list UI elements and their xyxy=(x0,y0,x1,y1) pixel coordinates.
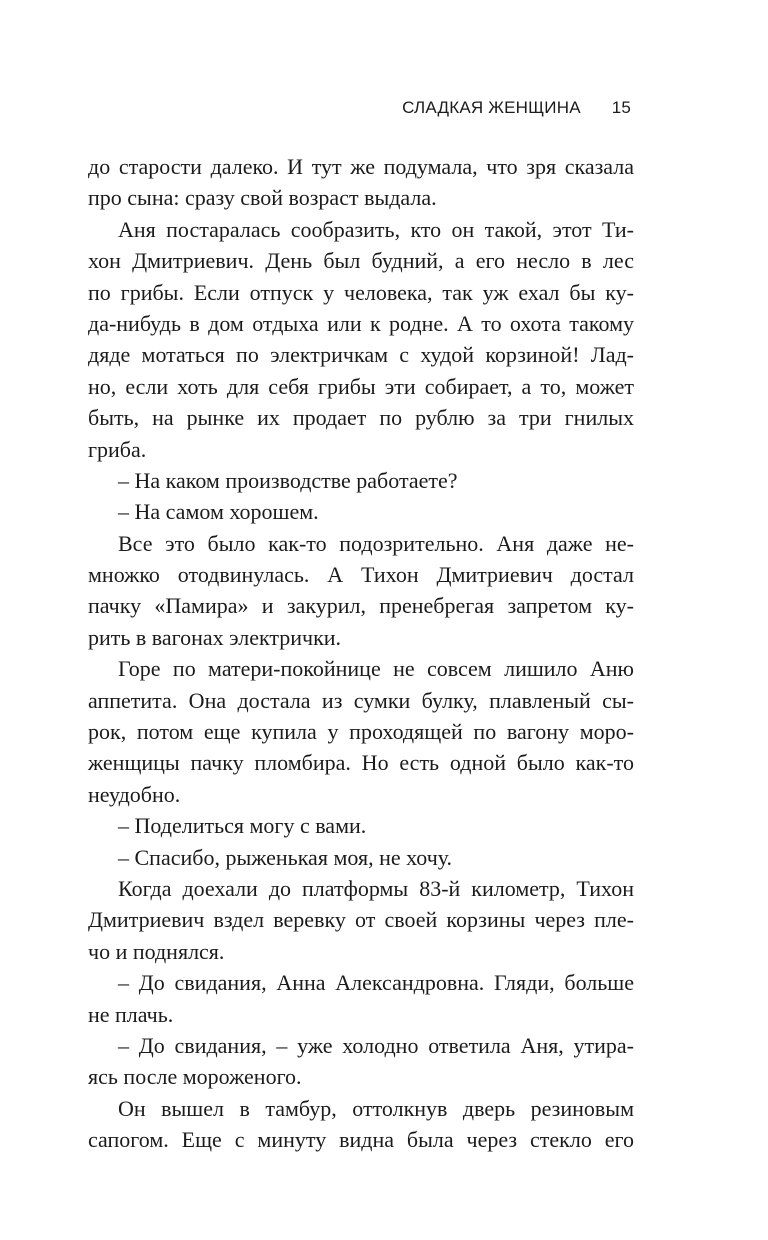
text-line: гриба. xyxy=(88,436,147,462)
text-line: Горе по матери-покойнице не совсем лишило Аню xyxy=(118,656,634,682)
text-line: – Поделиться могу с вами. xyxy=(118,813,367,839)
text-line: Когда доехали до платформы 83-й километр, Тихон xyxy=(118,875,634,901)
running-head-title: СЛАДКАЯ ЖЕНЩИНА xyxy=(402,98,581,117)
text-line: множко отодвинулась. А Тихон Дмитриевич достал xyxy=(88,562,634,588)
text-line: да-нибудь в дом отдыха или к родне. А то охота такому xyxy=(88,310,634,336)
text-line: – Спасибо, рыженькая моя, не хочу. xyxy=(118,844,453,870)
text-line: про сына: сразу свой возраст выдала. xyxy=(88,185,437,211)
text-line: до старости далеко. И тут же подумала, что зря сказала xyxy=(88,154,634,179)
text-line: женщицы пачку пломбира. Но есть одной было как-то xyxy=(88,750,634,776)
text-line: Он вышел в тамбур, оттолкнув дверь резиновым xyxy=(118,1095,634,1121)
text-line: по грибы. Если отпуск у человека, так уж ехал бы ку- xyxy=(88,279,634,305)
text-line: рить в вагонах электрички. xyxy=(88,624,342,650)
text-line: неудобно. xyxy=(88,781,181,807)
text-line: – На самом хорошем. xyxy=(118,499,319,525)
text-line: рок, потом еще купила у проходящей по вагону моро- xyxy=(88,719,634,745)
text-line: ясь после мороженого. xyxy=(88,1064,302,1090)
text-line: Все это было как-то подозрительно. Аня даже не- xyxy=(118,530,634,556)
text-line: Дмитриевич вздел веревку от своей корзины через пле- xyxy=(88,907,634,933)
text-line: – До свидания, Анна Александровна. Гляди, больше xyxy=(118,970,634,996)
text-line: хон Дмитриевич. День был будний, а его несло в лес xyxy=(88,248,634,274)
body-text xyxy=(88,151,634,1156)
text-line: быть, на рынке их продает по рублю за три гнилых xyxy=(88,405,634,431)
text-line: дяде мотаться по электричкам с худой корзиной! Лад- xyxy=(88,342,634,368)
text-line: сапогом. Еще с минуту видна была через стекло его xyxy=(88,1127,634,1153)
running-head xyxy=(402,98,631,118)
text-line: пачку «Памира» и закурил, пренебрегая запретом ку- xyxy=(88,593,634,619)
text-line: но, если хоть для себя грибы эти собирает, а то, может xyxy=(88,373,634,399)
text-line: чо и поднялся. xyxy=(88,938,225,964)
text-line: аппетита. Она достала из сумки булку, плавленый сы- xyxy=(88,687,634,713)
text-line: – До свидания, – уже холодно ответила Аня, утира- xyxy=(118,1032,634,1058)
text-line: – На каком производстве работаете? xyxy=(118,467,458,493)
text-line: Аня постаралась сообразить, кто он такой, этот Ти- xyxy=(118,216,634,242)
page-number: 15 xyxy=(611,98,631,117)
text-line: не плачь. xyxy=(88,1001,174,1027)
